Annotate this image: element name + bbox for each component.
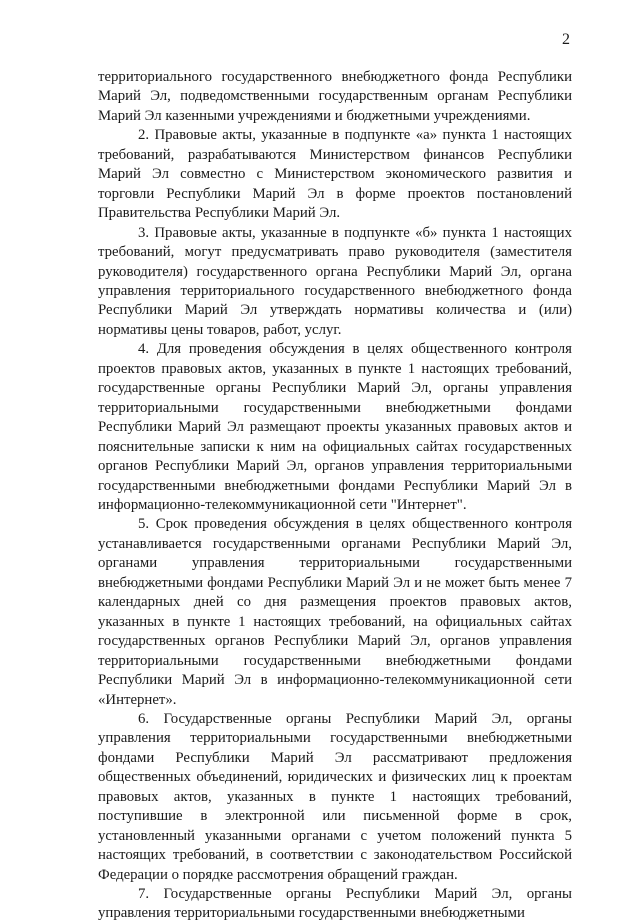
paragraph-item-4: 4. Для проведения обсуждения в целях общественного контроля проектов правовых актов, указанных в пункте 1 настоящих требований, государственные органы Республики Марий Эл, органы управления территориальными государственными внебюджетными фондами Республики Марий Эл размещают проекты указанных правовых актов и пояснительные записки к ним на официальных сайтах государственных органов Республики Марий Эл, органов управления территориальными государственными внебюджетными фондами Республики Марий Эл в информационно-телекоммуникационной сети "Интернет". [98, 341, 572, 513]
paragraph-item-3: 3. Правовые акты, указанные в подпункте «б» пункта 1 настоящих требований, могут предусматривать право руководителя (заместителя руководителя) государственного органа Республики Марий Эл, органа управления территориального государственного внебюджетного фонда Республики Марий Эл утверждать нормативы количества и (или) нормативы цены товаров, работ, услуг. [98, 224, 572, 338]
paragraph-item-5: 5. Срок проведения обсуждения в целях общественного контроля устанавливается государственными органами Республики Марий Эл, органами управления территориальными государственными внебюджетными фондами Республики Марий Эл и не может быть менее 7 календарных дней со дня размещения проектов правовых актов, указанных в пункте 1 настоящих требований, на официальных сайтах государственных органов Республики Марий Эл, органов управления территориальными государственными внебюджетными фондами Республики Марий Эл в информационно-телекоммуникационной сети «Интернет». [98, 516, 572, 708]
paragraph-item-2: 2. Правовые акты, указанные в подпункте «а» пункта 1 настоящих требований, разрабатываются Министерством финансов Республики Марий Эл совместно с Министерством экономического развития и торговли Республики Марий Эл в форме проектов постановлений Правительства Республики Марий Эл. [98, 127, 572, 222]
paragraph-continuation: территориального государственного внебюджетного фонда Республики Марий Эл, подведомственными государственным органам Республики Марий Эл казенными учреждениями и бюджетными учреждениями. [98, 69, 572, 124]
paragraph-item-7: 7. Государственные органы Республики Марий Эл, органы управления территориальными государственными внебюджетными [98, 886, 572, 922]
page-number: 2 [562, 31, 570, 48]
paragraph-item-6: 6. Государственные органы Республики Марий Эл, органы управления территориальными государственными внебюджетными фондами Республики Марий Эл рассматривают предложения общественных объединений, юридических и физических лиц к проектам правовых актов, указанных в пункте 1 настоящих требований, поступившие в электронной или письменной форме в срок, установленный указанными органами с учетом положений пункта 5 настоящих требований, в соответствии с законодательством Российской Федерации о порядке рассмотрения обращений граждан. [98, 710, 572, 883]
document-body [98, 68, 572, 924]
